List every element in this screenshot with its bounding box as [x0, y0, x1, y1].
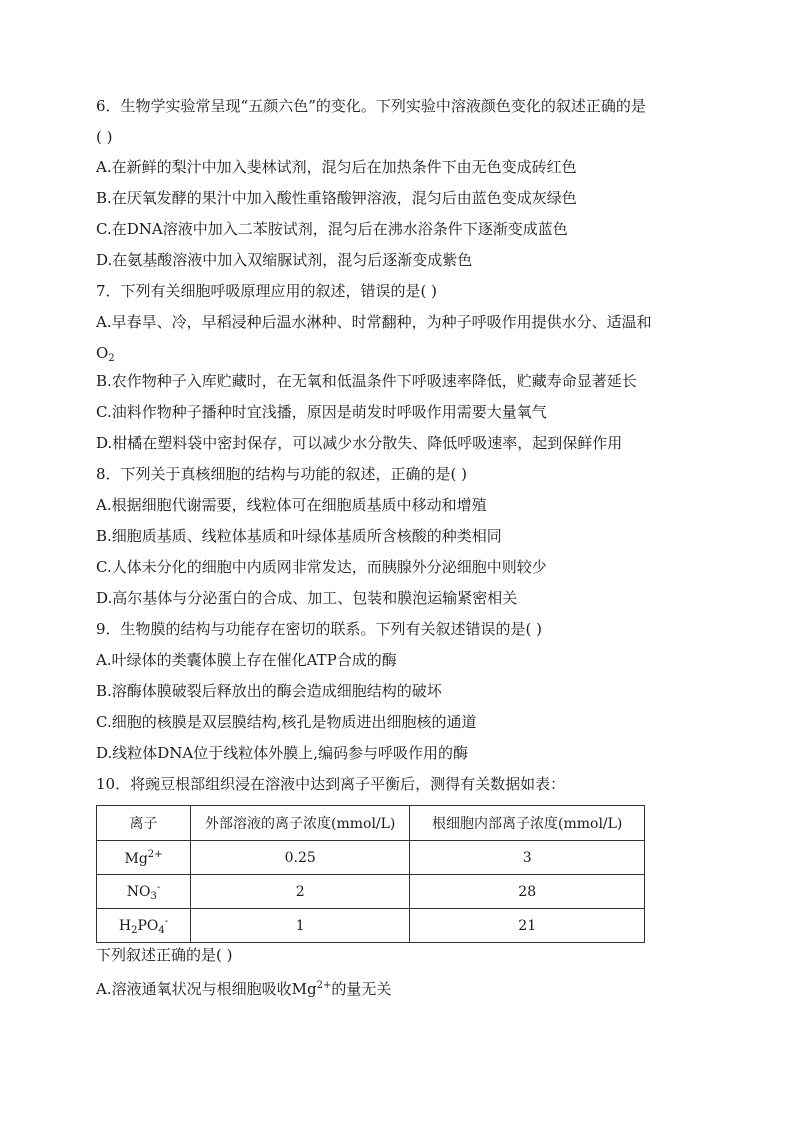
- q7-option-c: C.油料作物种子播种时宜浅播，原因是萌发时呼吸作用需要大量氧气: [96, 403, 547, 421]
- outer-value: 0.25: [191, 841, 410, 875]
- q6-answer-bracket: ( ): [96, 128, 113, 146]
- header-outer-concentration: 外部溶液的离子浓度(mmol/L): [191, 806, 410, 841]
- q9-stem: 9．生物膜的结构与功能存在密切的联系。下列有关叙述错误的是( ): [96, 620, 543, 638]
- q7-stem: 7．下列有关细胞呼吸原理应用的叙述，错误的是( ): [96, 282, 438, 300]
- outer-value: 1: [191, 909, 410, 943]
- inner-value: 3: [410, 841, 645, 875]
- oxygen-symbol: O: [96, 344, 109, 362]
- q6-option-c: C.在DNA溶液中加入二苯胺试剂，混匀后在沸水浴条件下逐渐变成蓝色: [96, 220, 568, 238]
- q9-option-d: D.线粒体DNA位于线粒体外膜上,编码参与呼吸作用的酶: [96, 744, 469, 762]
- table-header-row: [97, 806, 645, 841]
- q8-option-a: A.根据细胞代谢需要，线粒体可在细胞质基质中移动和增殖: [96, 496, 487, 514]
- q8-option-c: C.人体未分化的细胞中内质网非常发达，而胰腺外分泌细胞中则较少: [96, 558, 547, 576]
- table-row: [97, 841, 645, 875]
- q7-option-a: A.早春旱、冷，早稻浸种后温水淋种、时常翻种，为种子呼吸作用提供水分、适温和: [96, 313, 652, 331]
- table-row: [97, 909, 645, 943]
- q10-follow-up: 下列叙述正确的是( ): [96, 946, 233, 964]
- q6-stem: 6．生物学实验常呈现“五颜六色”的变化。下列实验中溶液颜色变化的叙述正确的是: [96, 97, 646, 115]
- outer-value: 2: [191, 875, 410, 909]
- inner-value: 28: [410, 875, 645, 909]
- q8-option-b: B.细胞质基质、线粒体基质和叶绿体基质所含核酸的种类相同: [96, 527, 502, 545]
- ion-cell: $Mg^{2+}$: [97, 841, 191, 875]
- table-row: [97, 875, 645, 909]
- q10-option-a: A.溶液通氧状况与根细胞吸收$Mg^{2+}$的量无关: [96, 980, 392, 998]
- q7-option-d: D.柑橘在塑料袋中密封保存，可以减少水分散失、降低呼吸速率，起到保鲜作用: [96, 434, 623, 452]
- q9-option-b: B.溶酶体膜破裂后释放出的酶会造成细胞结构的破坏: [96, 682, 442, 700]
- q6-option-b: B.在厌氧发酵的果汁中加入酸性重铬酸钾溶液，混匀后由蓝色变成灰绿色: [96, 189, 577, 207]
- q8-stem: 8．下列关于真核细胞的结构与功能的叙述，正确的是( ): [96, 465, 468, 483]
- q7-option-b: B.农作物种子入库贮藏时，在无氧和低温条件下呼吸速率降低，贮藏寿命显著延长: [96, 372, 637, 390]
- q6-option-a: A.在新鲜的梨汁中加入斐林试剂，混匀后在加热条件下由无色变成砖红色: [96, 158, 577, 176]
- q7-option-a-continued: [96, 343, 115, 369]
- q9-option-c: C.细胞的核膜是双层膜结构,核孔是物质进出细胞核的通道: [96, 713, 477, 731]
- header-ion: 离子: [97, 806, 191, 841]
- header-inner-concentration: 根细胞内部离子浓度(mmol/L): [410, 806, 645, 841]
- q10-stem: 10．将豌豆根部组织浸在溶液中达到离子平衡后，测得有关数据如表：: [96, 775, 566, 793]
- ion-cell: $H_2PO_4^-$: [97, 909, 191, 943]
- q9-option-a: A.叶绿体的类囊体膜上存在催化ATP合成的酶: [96, 651, 397, 669]
- q8-option-d: D.高尔基体与分泌蛋白的合成、加工、包装和膜泡运输紧密相关: [96, 589, 518, 607]
- inner-value: 21: [410, 909, 645, 943]
- oxygen-subscript: 2: [108, 353, 115, 364]
- ion-concentration-table: [96, 805, 645, 943]
- q6-option-d: D.在氨基酸溶液中加入双缩脲试剂，混匀后逐渐变成紫色: [96, 251, 473, 269]
- ion-cell: $NO_3^-$: [97, 875, 191, 909]
